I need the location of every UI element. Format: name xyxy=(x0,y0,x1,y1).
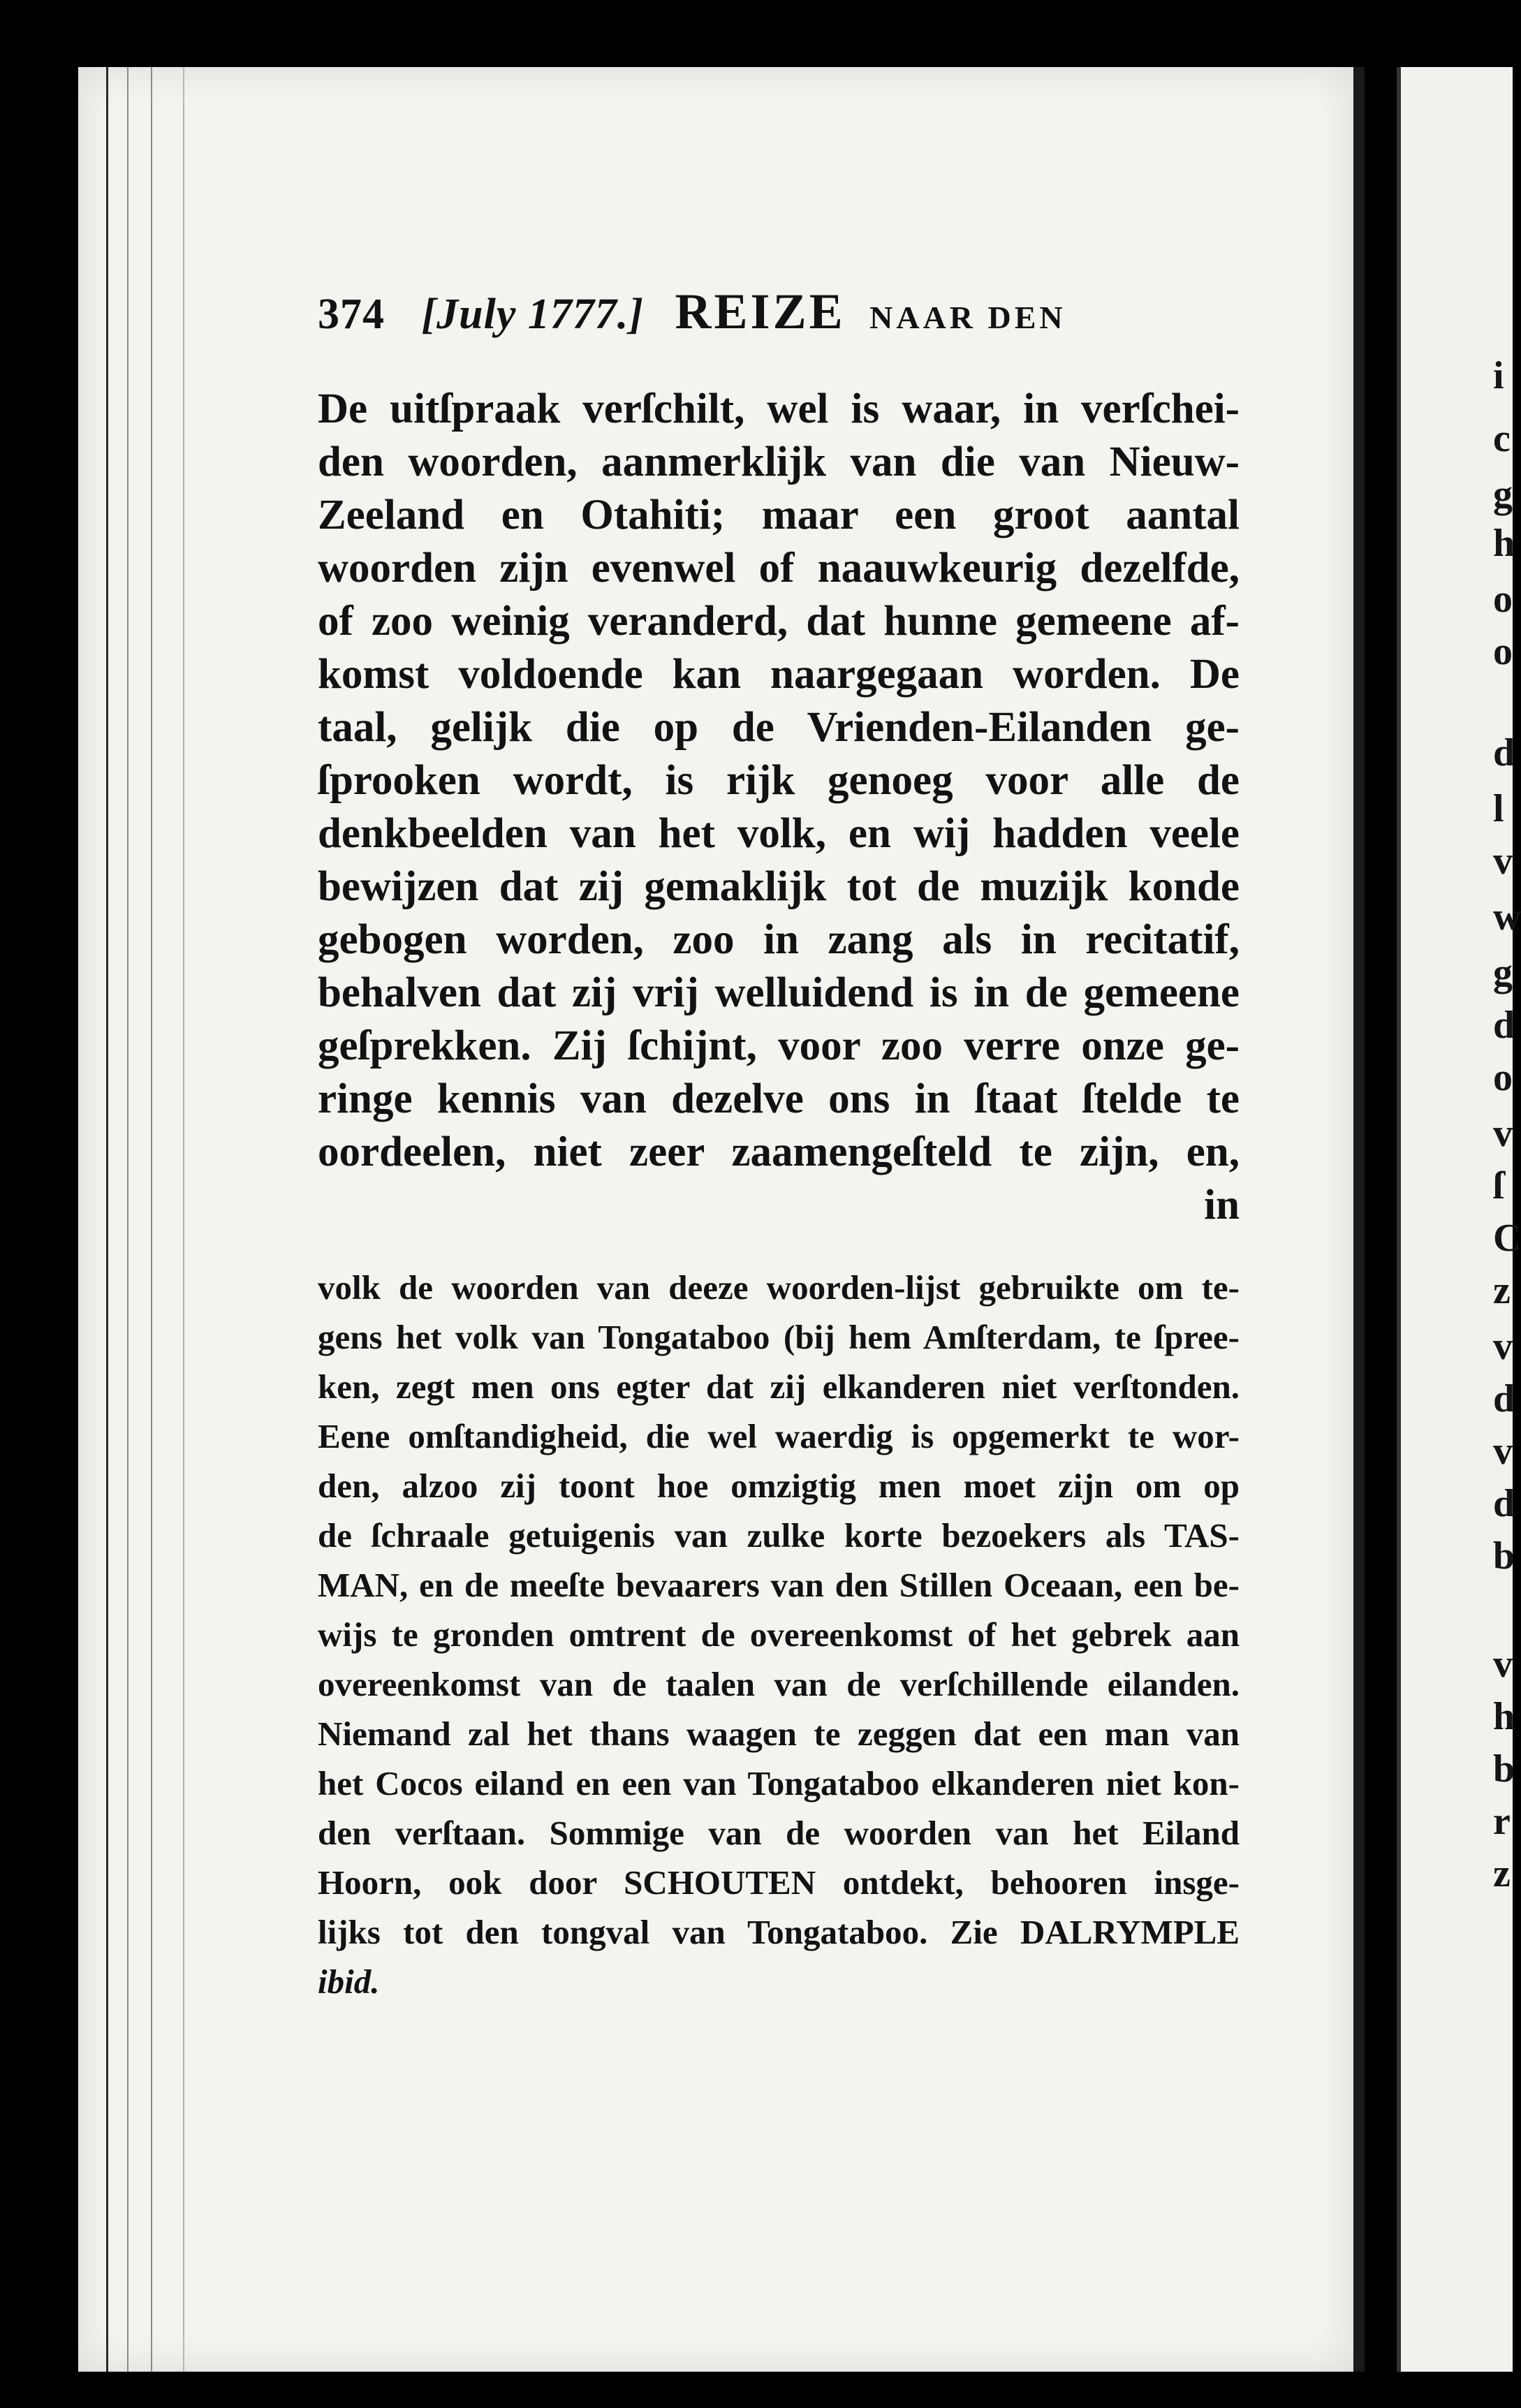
next-page-fragment: ſ xyxy=(1493,1164,1504,1207)
next-page-fragment: h xyxy=(1493,1695,1515,1738)
footnote-line: Hoorn, ook door SCHOUTEN ontdekt, behooren insge- xyxy=(318,1863,1240,1902)
catchword: in xyxy=(1204,1182,1240,1228)
gutter-line xyxy=(106,67,108,2372)
footnote-line: MAN, en de meeſte bevaarers van den Stillen Oceaan, een be- xyxy=(318,1566,1240,1604)
next-page-fragment: l xyxy=(1493,787,1504,830)
next-page-fragment: b xyxy=(1493,1534,1515,1578)
footnote-line: Eene omſtandigheid, die wel waerdig is opgemerkt te wor- xyxy=(318,1417,1240,1455)
gutter-line xyxy=(127,67,128,2372)
text-line: De uitſpraak verſchilt, wel is waar, in verſchei- xyxy=(318,386,1240,432)
footnote-line: volk de woorden van deeze woorden-lijst gebruikte om te- xyxy=(318,1268,1240,1307)
next-page-fragment: r xyxy=(1493,1800,1511,1843)
footnote-line: wijs te gronden omtrent de overeenkomst of het gebrek aan xyxy=(318,1615,1240,1654)
header-title-rest: NAAR DEN xyxy=(869,300,1066,335)
next-page-fragment: o xyxy=(1493,1056,1513,1099)
text-line: gebogen worden, zoo in zang als in recitatif, xyxy=(318,916,1240,963)
next-page-fragment: v xyxy=(1493,1430,1513,1473)
next-page-fragment: v xyxy=(1493,1643,1513,1686)
next-page-fragment: h xyxy=(1493,522,1515,565)
text-line: taal, gelijk die op de Vrienden-Eilanden ge- xyxy=(318,704,1240,751)
next-page-fragment: z xyxy=(1493,1269,1511,1312)
text-line: geſprekken. Zij ſchijnt, voor zoo verre onze ge- xyxy=(318,1022,1240,1069)
text-line: of zoo weinig veranderd, dat hunne gemeene af- xyxy=(318,598,1240,645)
header-title: REIZE xyxy=(675,284,846,339)
text-line: behalven dat zij vrij welluidend is in de gemeene xyxy=(318,969,1240,1016)
footnote-line: ibid. xyxy=(318,1962,380,2001)
footnote-line: het Cocos eiland en een van Tongataboo elkanderen niet kon- xyxy=(318,1764,1240,1803)
next-page-fragment: d xyxy=(1493,1377,1515,1420)
next-page-fragment: w xyxy=(1493,895,1521,939)
footnote-line: Niemand zal het thans waagen te zeggen dat een man van xyxy=(318,1715,1240,1753)
next-page-fragment: v xyxy=(1493,839,1513,883)
footnote-line: den verſtaan. Sommige van de woorden van het Eiland xyxy=(318,1814,1240,1852)
text-line: Zeeland en Otahiti; maar een groot aantal xyxy=(318,492,1240,538)
footnote xyxy=(318,1263,1240,2006)
gutter-line xyxy=(183,67,184,2372)
gutter-line xyxy=(151,67,152,2372)
main-text xyxy=(318,383,1240,1232)
next-page-fragment: o xyxy=(1493,578,1513,621)
next-page-fragment: c xyxy=(1493,417,1511,460)
next-page-fragment: b xyxy=(1493,1747,1515,1791)
footnote-line: den, alzoo zij toont hoe omzigtig men moet zijn om op xyxy=(318,1467,1240,1505)
next-page-fragment: i xyxy=(1493,354,1504,397)
text-line: den woorden, aanmerklijk van die van Nieuw- xyxy=(318,439,1240,485)
header-date: [July 1777.] xyxy=(421,291,645,338)
next-page-fragment: d xyxy=(1493,1482,1515,1525)
next-page-fragment: z xyxy=(1493,1852,1511,1895)
text-line: komst voldoende kan naargegaan worden. De xyxy=(318,651,1240,698)
running-head xyxy=(318,283,1240,341)
footnote-line: de ſchraale getuigenis van zulke korte bezoekers als TAS- xyxy=(318,1516,1240,1555)
footnote-line: lijks tot den tongval van Tongataboo. Zie DALRYMPLE xyxy=(318,1913,1240,1951)
next-page-edge xyxy=(1397,67,1401,2372)
next-page-fragment: d xyxy=(1493,1004,1515,1047)
text-line: woorden zijn evenwel of naauwkeurig dezelfde, xyxy=(318,545,1240,592)
text-line: bewijzen dat zij gemaklijk tot de muzijk konde xyxy=(318,863,1240,910)
text-line: ringe kennis van dezelve ons in ſtaat ſtelde te xyxy=(318,1075,1240,1122)
next-page-fragment: d xyxy=(1493,731,1515,774)
next-page-fragment: C xyxy=(1493,1217,1521,1260)
text-line: ſprooken wordt, is rijk genoeg voor alle de xyxy=(318,757,1240,804)
next-page-fragment: v xyxy=(1493,1325,1513,1368)
next-page-fragment: g xyxy=(1493,951,1513,994)
next-page-fragment: g xyxy=(1493,473,1513,516)
footnote-line: gens het volk van Tongataboo (bij hem Amſterdam, te ſpree- xyxy=(318,1318,1240,1356)
text-line: oordeelen, niet zeer zaamengeſteld te zijn, en, xyxy=(318,1129,1240,1175)
footnote-line: ken, zegt men ons egter dat zij elkanderen niet verſtonden. xyxy=(318,1367,1240,1406)
next-page-fragment: o xyxy=(1493,630,1513,673)
page-edge xyxy=(1353,67,1365,2372)
page-number: 374 xyxy=(318,291,385,338)
text-line: denkbeelden van het volk, en wij hadden veele xyxy=(318,810,1240,857)
next-page-fragment: v xyxy=(1493,1112,1513,1155)
footnote-line: overeenkomst van de taalen van de verſchillende eilanden. xyxy=(318,1665,1240,1703)
